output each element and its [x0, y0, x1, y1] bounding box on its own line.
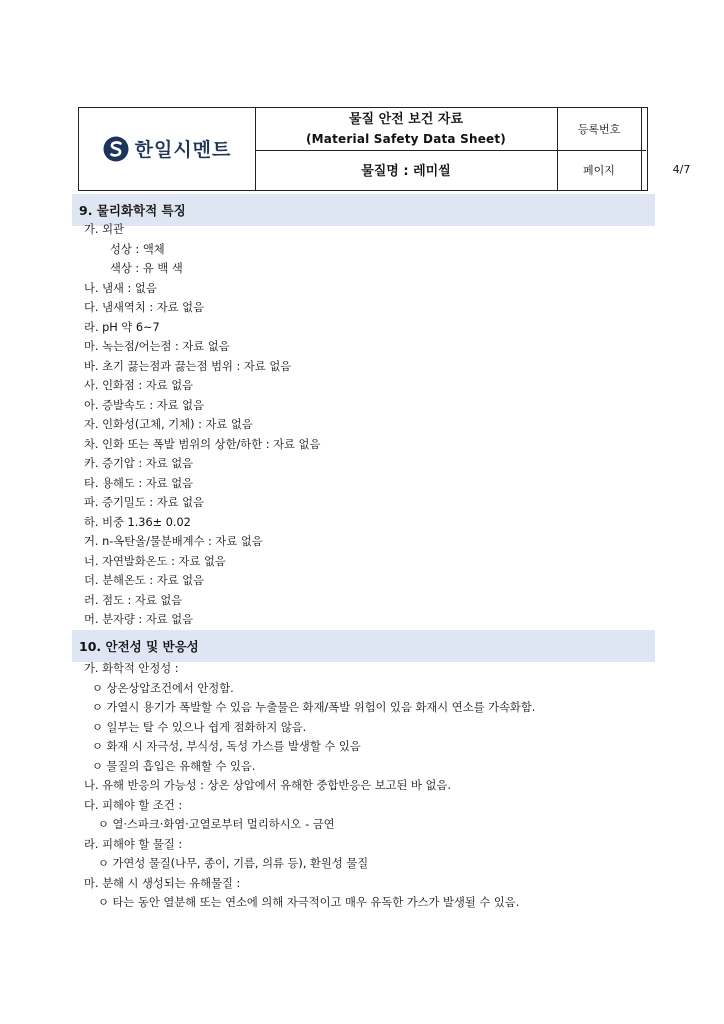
list-item: 러. 점도 : 자료 없음: [84, 594, 183, 607]
material-name: 물질명 : 레미씰: [361, 164, 451, 179]
list-item: 차. 인화 또는 폭발 범위의 상한/하한 : 자료 없음: [84, 438, 321, 451]
list-item: 다. 냄새역치 : 자료 없음: [84, 301, 204, 314]
list-item: ㅇ 가열시 용기가 폭발할 수 있음 누출물은 화재/폭발 위험이 있음 화재시 연소를 가속화함.: [92, 701, 536, 714]
title-english: (Material Safety Data Sheet): [305, 131, 506, 146]
list-item: ㅇ 상온상압조건에서 안정함.: [92, 682, 234, 695]
msds-header-table: [78, 107, 691, 191]
list-item: 하. 비중 1.36± 0.02: [84, 516, 191, 529]
list-item: 나. 냄새 : 없음: [84, 282, 157, 295]
section-10-header: 10. 안전성 및 반응성: [72, 630, 655, 662]
list-item: 거. n-옥탄올/물분배계수 : 자료 없음: [84, 535, 263, 548]
section-9-header: 9. 물리화학적 특징: [72, 194, 655, 226]
hanil-s-logo-icon: [103, 136, 129, 162]
list-item: 마. 녹는점/어는점 : 자료 없음: [84, 340, 230, 353]
registration-label: 등록번호: [577, 123, 621, 136]
company-name: 한일시멘트: [134, 139, 232, 161]
list-item: 타. 용해도 : 자료 없음: [84, 477, 194, 490]
list-item: ㅇ 물질의 흡입은 유해할 수 있음.: [92, 760, 256, 773]
list-item: ㅇ 타는 동안 열분해 또는 연소에 의해 자극적이고 매우 유독한 가스가 발생될 수 있음.: [98, 896, 520, 909]
list-item: 다. 피해야 할 조건 :: [84, 799, 183, 812]
page-label: 페이지: [583, 163, 615, 177]
list-item: 파. 증기밀도 : 자료 없음: [84, 496, 204, 509]
list-item: 너. 자연발화온도 : 자료 없음: [84, 555, 226, 568]
list-item: ㅇ 가연성 물질(나무, 종이, 기름, 의류 등), 환원성 물질: [98, 857, 369, 870]
list-item: 마. 분해 시 생성되는 유해물질 :: [84, 877, 241, 890]
document-title: [255, 108, 557, 150]
list-item: ㅇ 일부는 탈 수 있으나 쉽게 점화하지 않음.: [92, 721, 307, 734]
list-item: 아. 증발속도 : 자료 없음: [84, 399, 204, 412]
list-item: 가. 화학적 안정성 :: [84, 662, 179, 675]
company-logo: [79, 108, 255, 189]
list-item: 색상 : 유 백 색: [110, 262, 183, 275]
list-item: 성상 : 액체: [110, 243, 165, 256]
registration-value: [641, 108, 722, 150]
title-korean: 물질 안전 보건 자료: [348, 111, 464, 127]
list-item: 사. 인화점 : 자료 없음: [84, 379, 194, 392]
list-item: 더. 분해온도 : 자료 없음: [84, 574, 204, 587]
page-number: 4/7: [672, 163, 691, 176]
list-item: 자. 인화성(고체, 기체) : 자료 없음: [84, 418, 253, 431]
list-item: 카. 증기압 : 자료 없음: [84, 457, 194, 470]
list-item: 라. 피해야 할 물질 :: [84, 838, 183, 851]
list-item: ㅇ 화재 시 자극성, 부식성, 독성 가스를 발생할 수 있음: [92, 740, 361, 753]
list-item: 나. 유해 반응의 가능성 : 상온 상압에서 유해한 중합반응은 보고된 바 없음.: [84, 779, 451, 792]
list-item: 바. 초기 끓는점과 끓는점 범위 : 자료 없음: [84, 360, 292, 373]
list-item: ㅇ 열·스파크·화염·고열로부터 멀리하시오 - 금연: [98, 818, 335, 831]
list-item: 라. pH 약 6~7: [84, 321, 160, 334]
list-item: 머. 분자량 : 자료 없음: [84, 613, 194, 626]
list-item: 가. 외관: [84, 223, 124, 236]
